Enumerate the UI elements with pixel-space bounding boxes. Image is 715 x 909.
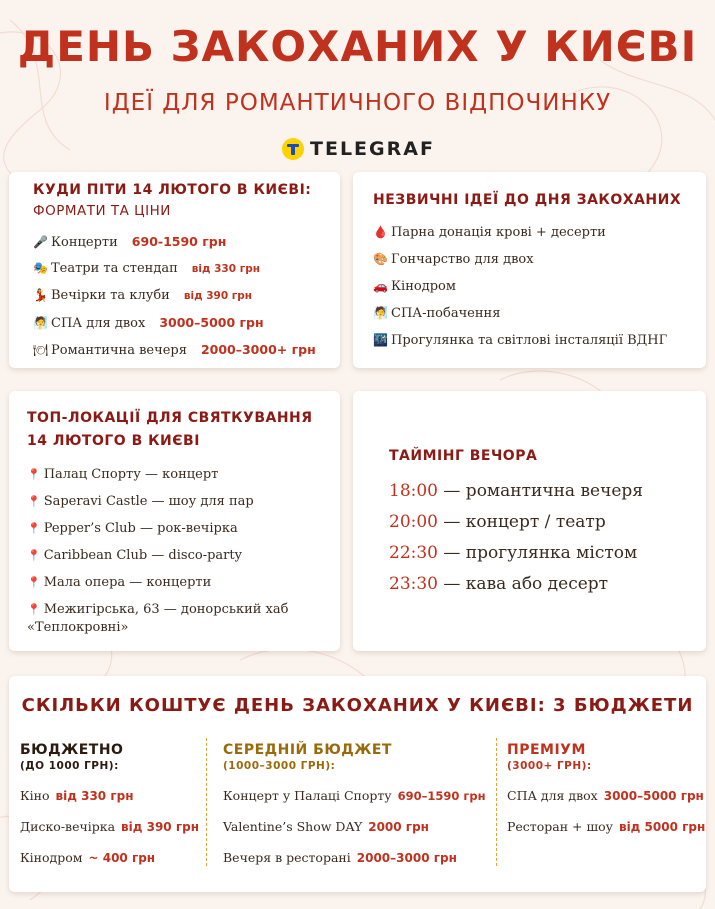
budget-item-label: Вечеря в ресторані (223, 850, 351, 865)
list-item (33, 288, 252, 303)
timing-time: 20:00 (389, 512, 438, 532)
location-desc: — концерти (125, 575, 212, 590)
item-label: Гончарство для двох (391, 252, 534, 267)
budget-item (223, 788, 486, 803)
budget-item-price: від 330 грн (55, 789, 134, 803)
budget-item (223, 850, 457, 865)
budget-item-price: 690–1590 грн (397, 789, 486, 803)
card-budgets (9, 676, 706, 892)
map-pin-icon: 📍 (27, 495, 41, 508)
location-desc: — донорський хаб «Теплокровні» (27, 602, 289, 635)
item-price: 690-1590 грн (131, 234, 227, 249)
location-name: Saperavi Castle (43, 494, 148, 509)
item-label: Вечірки та клуби (51, 288, 170, 303)
budget-divider (206, 738, 207, 866)
budget-range: (1000–3000 ГРН): (223, 760, 336, 772)
budgets-title: СКІЛЬКИ КОШТУЄ ДЕНЬ ЗАКОХАНИХ У КИЄВІ: 3 БЮДЖЕТИ (21, 695, 694, 716)
list-item (33, 342, 316, 358)
brand-name: TELEGRAF (310, 138, 435, 160)
map-pin-icon: 📍 (27, 522, 41, 535)
timing-text: — прогулянка містом (438, 543, 638, 563)
location-name: Межигірська, 63 (43, 602, 160, 617)
timing-text: — кава або десерт (438, 574, 609, 594)
location-desc: — рок-вечірка (135, 521, 238, 536)
palette-icon: 🎨 (373, 252, 388, 266)
microphone-icon: 🎤 (33, 235, 48, 249)
night-city-icon: 🌃 (373, 333, 388, 347)
list-item (33, 261, 260, 276)
item-label: Театри та стендап (51, 261, 178, 276)
list-item (27, 574, 327, 592)
list-item (33, 234, 226, 250)
budget-item-price: 3000–5000 грн (603, 789, 704, 803)
item-label: Концерти (51, 235, 118, 250)
item-label: Парна донація крові + десерти (391, 225, 606, 240)
card-heading: НЕЗВИЧНІ ІДЕЇ ДО ДНЯ ЗАКОХАНИХ (373, 192, 682, 208)
budget-column-medium (223, 742, 498, 882)
page-title: ДЕНЬ ЗАКОХАНИХ У КИЄВІ (17, 22, 698, 71)
timing-time: 23:30 (389, 574, 438, 594)
timing-item (389, 481, 643, 501)
budget-item (507, 819, 705, 834)
budget-item-label: Концерт у Палаці Спорту (223, 788, 392, 803)
card-unusual-ideas (353, 172, 706, 368)
timing-text: — романтична вечеря (438, 481, 643, 501)
map-pin-icon: 📍 (27, 576, 41, 589)
theater-masks-icon: 🎭 (33, 261, 48, 275)
budget-item (223, 819, 429, 834)
list-item (373, 333, 667, 348)
timing-item (389, 543, 637, 563)
card-top-locations (9, 391, 340, 651)
spa-person-icon: 🧖 (373, 306, 388, 320)
budget-item-label: Ресторан + шоу (507, 819, 613, 834)
list-item (33, 315, 264, 331)
card-where-to-go (9, 172, 340, 368)
item-label: СПА-побачення (391, 306, 501, 321)
budget-item (20, 819, 199, 834)
card-heading: КУДИ ПІТИ 14 ЛЮТОГО В КИЄВІ: (33, 182, 312, 198)
location-name: Caribbean Club (43, 548, 148, 563)
budget-column-premium (507, 742, 706, 882)
map-pin-icon: 📍 (27, 468, 41, 481)
budget-column-economy (20, 742, 205, 882)
dancer-icon: 💃 (33, 288, 48, 302)
page-subtitle: ІДЕЇ ДЛЯ РОМАНТИЧНОГО ВІДПОЧИНКУ (103, 90, 612, 116)
blood-drop-icon: 🩸 (373, 225, 388, 239)
item-price: від 390 грн (183, 290, 253, 302)
timing-time: 18:00 (389, 481, 438, 501)
card-heading: ТАЙМІНГ ВЕЧОРА (389, 448, 538, 464)
card-heading-line2: 14 ЛЮТОГО В КИЄВІ (27, 433, 200, 449)
list-item (27, 601, 327, 636)
budget-item-price: 2000–3000 грн (356, 851, 457, 865)
list-item (373, 306, 500, 321)
location-desc: — концерт (140, 467, 219, 482)
budget-item-price: 2000 грн (368, 820, 429, 834)
timing-item (389, 512, 606, 532)
list-item (27, 493, 327, 511)
item-label: СПА для двох (51, 316, 146, 331)
list-item (27, 466, 327, 484)
budget-item-label: Диско-вечірка (20, 819, 116, 834)
card-timing (353, 391, 706, 651)
timing-time: 22:30 (389, 543, 438, 563)
item-price: 3000–5000 грн (159, 315, 264, 330)
list-item (27, 547, 327, 565)
list-item (373, 252, 534, 267)
location-name: Палац Спорту (43, 467, 141, 482)
spa-person-icon: 🧖 (33, 316, 48, 330)
item-label: Романтична вечеря (51, 343, 187, 358)
card-subheading: ФОРМАТИ ТА ЦІНИ (33, 203, 171, 219)
budget-heading: ПРЕМІУМ (507, 742, 586, 758)
telegraf-brand (282, 136, 435, 162)
location-name: Мала опера (43, 575, 126, 590)
budget-item (20, 788, 133, 803)
location-name: Pepper’s Club (43, 521, 136, 536)
map-pin-icon: 📍 (27, 549, 41, 562)
item-label: Кінодром (391, 279, 456, 294)
location-desc: — шоу для пар (147, 494, 254, 509)
list-item (373, 279, 456, 294)
budget-range: (3000+ ГРН): (507, 760, 592, 772)
budget-divider (496, 738, 497, 866)
budget-item-price: від 390 грн (121, 820, 199, 834)
budget-item-label: Valentine’s Show DAY (223, 819, 363, 834)
budget-item-price: від 5000 грн (618, 820, 706, 834)
telegraf-logo-icon (282, 138, 304, 160)
budget-item (507, 788, 704, 803)
budget-item (20, 850, 155, 865)
map-pin-icon: 📍 (27, 603, 41, 616)
card-heading-line1: ТОП-ЛОКАЦІЇ ДЛЯ СВЯТКУВАННЯ (27, 410, 313, 426)
budget-heading: СЕРЕДНІЙ БЮДЖЕТ (223, 742, 392, 758)
timing-text: — концерт / театр (438, 512, 606, 532)
plate-icon: 🍽 (33, 343, 49, 357)
item-price: 2000–3000+ грн (200, 342, 316, 357)
item-price: від 330 грн (191, 263, 260, 275)
budget-item-price: ~ 400 грн (88, 851, 156, 865)
timing-item (389, 574, 608, 594)
budget-item-label: Кіно (20, 788, 50, 803)
list-item (373, 225, 606, 240)
list-item (27, 520, 327, 538)
car-icon: 🚗 (373, 279, 388, 293)
item-label: Прогулянка та світлові інсталяції ВДНГ (391, 333, 668, 348)
budget-item-label: Кінодром (20, 850, 83, 865)
budget-range: (ДО 1000 ГРН): (20, 760, 119, 772)
location-desc: — disco-party (147, 548, 242, 563)
budget-item-label: СПА для двох (507, 788, 598, 803)
budget-heading: БЮДЖЕТНО (20, 742, 124, 758)
